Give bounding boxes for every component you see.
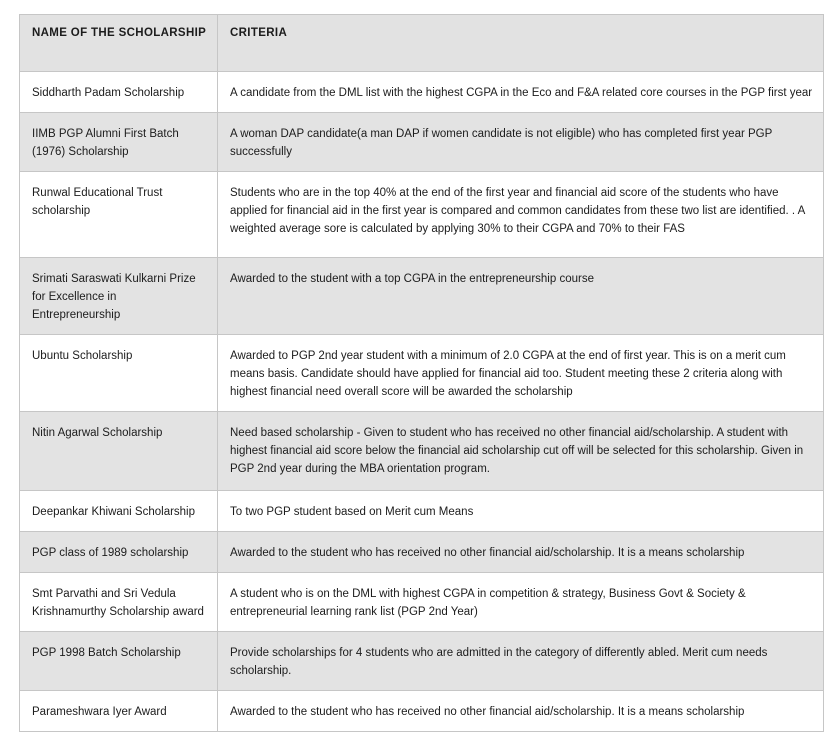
table-header-row [20,15,824,72]
column-header-name: NAME OF THE SCHOLARSHIP [20,15,218,72]
table-row [20,113,824,172]
table-row [20,632,824,691]
column-header-criteria: CRITERIA [218,15,824,72]
table-row [20,691,824,732]
table-header [20,15,824,72]
scholarship-criteria-cell: A student who is on the DML with highest CGPA in competition & strategy, Business Govt & Society & entrepreneurial learning rank list (PGP 2nd Year) [218,573,824,632]
scholarship-criteria-cell: Students who are in the top 40% at the end of the first year and financial aid score of the students who have applied for financial aid in the first year is compared and common candidates from these two list are identified. . A weighted average sore is calculated by applying 30% to their CGPA and 70% to their FAS [218,172,824,258]
scholarship-name-cell: IIMB PGP Alumni First Batch (1976) Scholarship [20,113,218,172]
scholarship-table [19,14,824,732]
scholarship-criteria-cell: Awarded to the student with a top CGPA in the entrepreneurship course [218,258,824,335]
scholarship-name-cell: Parameshwara Iyer Award [20,691,218,732]
scholarship-name-cell: Nitin Agarwal Scholarship [20,412,218,491]
scholarship-criteria-cell: Awarded to the student who has received no other financial aid/scholarship. It is a means scholarship [218,532,824,573]
scholarship-criteria-cell: A candidate from the DML list with the highest CGPA in the Eco and F&A related core courses in the PGP first year [218,72,824,113]
scholarship-table-container [19,14,823,732]
table-row [20,412,824,491]
table-row [20,72,824,113]
scholarship-name-cell: Runwal Educational Trust scholarship [20,172,218,258]
scholarship-criteria-cell: Awarded to PGP 2nd year student with a minimum of 2.0 CGPA at the end of first year. This is on a merit cum means basis. Candidate should have applied for financial aid too. Student meeting these 2 criteria along with highest financial need overall score will be awarded the scholarship [218,335,824,412]
scholarship-name-cell: PGP 1998 Batch Scholarship [20,632,218,691]
scholarship-name-cell: PGP class of 1989 scholarship [20,532,218,573]
scholarship-name-cell: Deepankar Khiwani Scholarship [20,491,218,532]
table-row [20,532,824,573]
table-row [20,335,824,412]
scholarship-criteria-cell: Need based scholarship - Given to student who has received no other financial aid/scholarship. A student with highest financial aid score below the financial aid scholarship cut off will be selected for this scholarship. Given in PGP 2nd year during the MBA orientation program. [218,412,824,491]
table-row [20,573,824,632]
table-row [20,491,824,532]
scholarship-name-cell: Siddharth Padam Scholarship [20,72,218,113]
table-body [20,72,824,732]
scholarship-criteria-cell: Provide scholarships for 4 students who are admitted in the category of differently abled. Merit cum needs scholarship. [218,632,824,691]
scholarship-name-cell: Ubuntu Scholarship [20,335,218,412]
scholarship-name-cell: Smt Parvathi and Sri Vedula Krishnamurthy Scholarship award [20,573,218,632]
scholarship-criteria-cell: A woman DAP candidate(a man DAP if women candidate is not eligible) who has completed first year PGP successfully [218,113,824,172]
table-row [20,172,824,258]
scholarship-name-cell: Srimati Saraswati Kulkarni Prize for Excellence in Entrepreneurship [20,258,218,335]
scholarship-criteria-cell: To two PGP student based on Merit cum Means [218,491,824,532]
scholarship-criteria-cell: Awarded to the student who has received no other financial aid/scholarship. It is a means scholarship [218,691,824,732]
table-row [20,258,824,335]
